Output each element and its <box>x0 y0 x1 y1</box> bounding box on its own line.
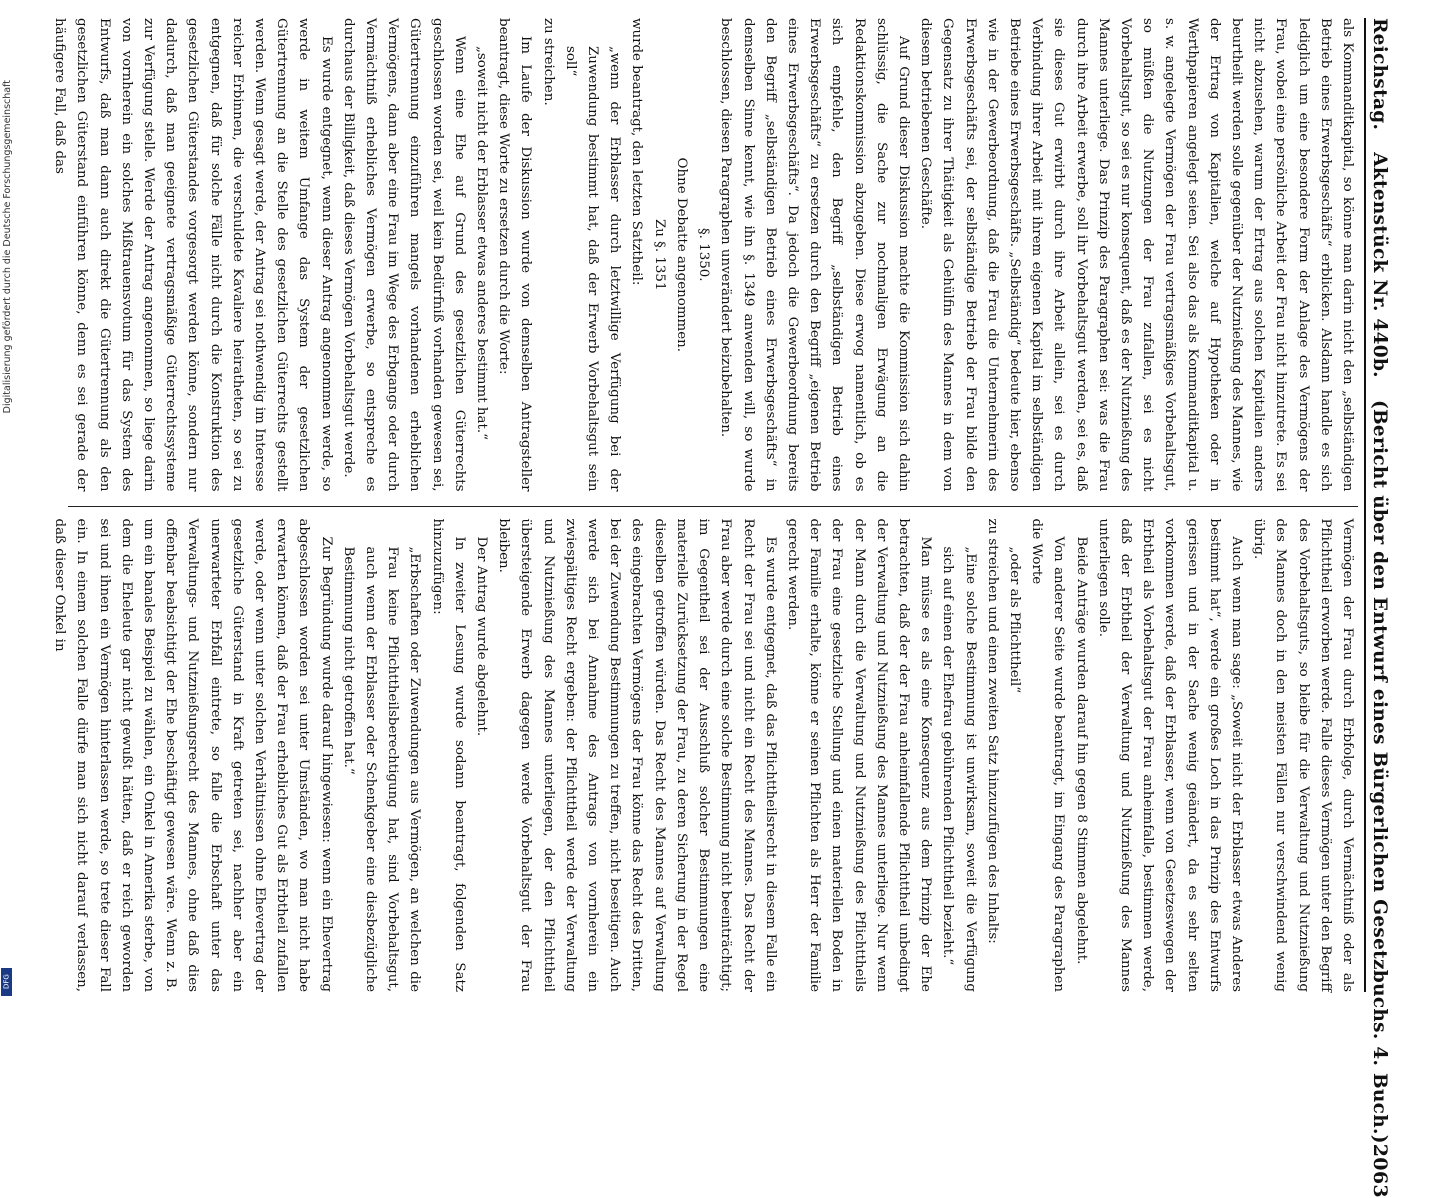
paragraph: Auf Grund dieser Diskussion machte die Kommission sich dahin schlüssig, die Sache zur nochmaligen Erwägung an die Redaktionskommission abzugeben. Diese erwog namentlich, ob es sich empfehle, den Begriff „selbständigen Betrieb eines Erwerbsgeschäfts“ zu ersetzen durch den Begriff „eigenen Betrieb eines Erwerbsgeschäfts“. Da jedoch die Gewerbeordnung bereits den Begriff „selbständigen Betrieb eines Erwerbsgeschäfts“ in demselben Sinne kennt, wie ihn §. 1349 anwenden will, so wurde beschlossen, diesen Paragraphen unverändert beizubehalten. <box>718 18 911 492</box>
quoted-text: „Eine solche Bestimmung ist unwirksam, soweit die Verfügung sich auf einen der Ehefrau gebührenden Pflichttheil bezieht.“ <box>940 546 978 992</box>
text-columns <box>52 18 1358 992</box>
paragraph: Der Antrag wurde abgelehnt. <box>474 536 490 737</box>
header-subtitle: (Bericht über den Entwurf eines Bürgerlichen Gesetzbuchs. 4. Buch.) <box>1369 399 1390 1144</box>
paragraph: Es wurde entgegnet, wenn dieser Antrag angenommen werde, so werde in weitem Umfange das System der gesetzlichen Gütertrennung an die Stelle des gesetzlichen Güterrechts gestellt werden. Wenn gesagt werde, der Antrag sei nothwendig im Interesse reicher Erbinnen, die verschuldete Kavaliere heiratheten, so sei zu entgegnen, daß für solche Fälle nicht durch die Konstruktion des gesetzlichen Güterstandes vorgesorgt werden könne, sondern nur dadurch, daß man geeignete vertragsmäßige Güterrechtssysteme zur Verfügung stelle. Werde der Antrag angenommen, so liege darin von vornherein ein solches Mißtrauensvotum für das System des Entwurfs, daß man dann auch direkt die Gütertrennung als den gesetzlichen Güterstand einführen könne, denn es sei gerade der häufigere Fall, daß das <box>52 18 334 492</box>
digitization-note: Digitalisierung gefördert durch die Deutsche Forschungsgemeinschaft <box>2 80 13 414</box>
quoted-text: „oder als Pflichttheil“ <box>1006 546 1022 694</box>
section-heading: §. 1350. <box>696 227 712 282</box>
paragraph: wurde beantragt, den letzten Satztheil: <box>629 18 645 286</box>
right-column <box>52 506 1358 993</box>
quoted-text: „wenn der Erblasser durch letztwillige Verfügung bei der Zuwendung bestimmt hat, daß der Erwerb Vorbehaltsgut sein soll“ <box>562 46 623 492</box>
paragraph: Zur Begründung wurde darauf hingewiesen: wenn ein Ehevertrag abgeschlossen worden sei unter Umständen, wo man nicht habe erwarten können, daß der Frau erhebliches Gut als Erbtheil zufallen werde, oder wenn unter solchen Verhältnissen ohne Ehevertrag der gesetzliche Güterstand in Kraft getreten sei, nachher aber ein unerwarteter Erbfall eintrete, so falle die Erbschaft unter das Verwaltungs- und Nutznießungsrecht des Mannes, ohne daß dies offenbar beabsichtigt der Ehe beschäftigt gewesen wäre. Wenn z. B. um ein banales Beispiel zu wählen, ein Onkel in Amerika sterbe, von dem die Eheleute gar nicht gewußt hätten, daß er reich geworden sei und ihnen ein Vermögen hinterlassen werde, so trete dieser Fall ein. In einem solchen Falle dürfe man sich nicht darauf verlassen, daß dieser Onkel in <box>52 518 334 992</box>
page-header <box>1364 18 1391 1198</box>
paragraph: Vermögen der Frau durch Erbfolge, durch Vermächtniß oder als Pflichttheil erworben werde. Falle dieses Vermögen unter den Begriff des Vorbehaltsguts, so bleibe für die Verwaltung und Nutznießung des Mannes doch in den meisten Fällen nur verschwindend wenig übrig. <box>1251 518 1355 992</box>
page-number: 2063 <box>1369 1143 1391 1198</box>
paragraph: Man müsse es als eine Konsequenz aus dem Prinzip der Ehe betrachten, daß der der Frau anheimfallende Pflichttheil unbedingt der Verwaltung und Nutznießung des Mannes unterliege. Nur wenn der Mann durch die Verwaltung und Nutznießung des Pflichttheils der Frau eine gesetzliche Stellung und einen materiellen Boden in der Familie erhalte, könne er seinen Pflichten als Herr der Familie gerecht werden. <box>784 518 934 992</box>
paragraph: Im Laufe der Diskussion wurde von demselben Antragsteller beantragt, diese Worte zu ersetzen durch die Worte: <box>496 18 534 492</box>
left-column <box>52 18 1358 492</box>
paragraph: In zweiter Lesung wurde sodann beantragt, folgenden Satz hinzuzufügen: <box>429 518 467 992</box>
quoted-text: „soweit nicht der Erblasser etwas anderes bestimmt hat.“ <box>474 46 490 440</box>
rotated-page <box>35 10 1395 1198</box>
quoted-text: „Erbschaften oder Zuwendungen aus Vermögen, an welchen die Frau keine Pflichttheilsberechtigung hat, sind Vorbehaltsgut, auch wenn der Erblasser oder Schenkgeber eine diesbezügliche Bestimmung nicht getroffen hat.“ <box>340 546 423 992</box>
paragraph: Wenn eine Ehe auf Grund des gesetzlichen Güterrechts geschlossen worden sei, weil kein Bedürfniß vorhanden gewesen sei, Gütertrennung einzuführen mangels vorhandenen erheblichen Vermögens, dann aber eine Frau im Wege des Erbgangs oder durch Vermächtniß erhebliches Vermögen erwerbe, so entspreche es durchaus der Billigkeit, daß dieses Vermögen Vorbehaltsgut werde. <box>340 18 467 492</box>
paragraph: als Kommanditkapital, so könne man darin nicht den „selbständigen Betrieb eines Erwerbsgeschäfts“ erblicken. Alsdann handle es sich lediglich um eine besondere Form der Anlage des Vermögens der Frau, wobei eine persönliche Arbeit der Frau nicht hinzutrete. Es sei nicht abzusehen, warum der Ertrag aus solchen Kapitalien anders beurtheilt werden solle gegenüber der Nutznießung des Mannes, wie der Ertrag von Kapitalien, welche auf Hypotheken oder in Werthpapieren angelegt seien. Sei also das als Kommanditkapital u. s. w. angelegte Vermögen der Frau vertragsmäßiges Vorbehaltsgut, so müßten die Nutzungen der Frau zufallen, sei es nicht Vorbehaltsgut, so sei es nur konsequent, daß es der Nutznießung des Mannes unterliege. Das Prinzip des Paragraphen sei: was die Frau durch ihre Arbeit erwerbe, soll ihr Vorbehaltsgut werden, sei es, daß sie dieses Gut erwirbt durch ihre Arbeit allein, sei es durch Verbindung ihrer Arbeit mit ihrem eigenen Kapital im selbständigen Betriebe eines Erwerbsgeschäfts. „Selbständig“ bedeute hier, ebenso wie in der Gewerbeordnung, daß die Frau die Unternehmerin des Erwerbsgeschäfts sei, der selbständige Betrieb der Frau bilde den Gegensatz zu ihrer Thätigkeit als Gehülfin des Mannes in dem von diesem betriebenen Geschäfte. <box>918 18 1355 492</box>
paragraph: Beide Anträge wurden darauf hin gegen 8 Stimmen abgelehnt. <box>1073 536 1089 965</box>
paragraph: Auch wenn man sage: „Soweit nicht der Erblasser etwas Anderes bestimmt hat“, werde ein großes Loch in das Prinzip des Entwurfs gerissen und in der Sache wenig geändert, da es sehr selten vorkommen werde, daß der Erblasser, wenn von Gesetzeswegen der Erbtheil als Vorbehaltsgut der Frau anheimfalle, bestimmen werde, daß der Erbtheil der Verwaltung und Nutznießung des Mannes unterliegen solle. <box>1095 518 1244 992</box>
header-section: Aktenstück Nr. 440b. <box>1369 152 1390 378</box>
paragraph: Von anderer Seite wurde beantragt, im Eingang des Paragraphen die Worte <box>1029 518 1067 992</box>
header-title: Reichstag. <box>1369 18 1390 131</box>
dfg-logo: DFG <box>1 968 12 996</box>
paragraph: zu streichen und einen zweiten Satz hinzuzufügen des Inhalts: <box>984 518 1000 944</box>
section-heading: Ohne Debatte angenommen. <box>673 157 689 353</box>
section-heading: Zu §. 1351 <box>651 219 667 291</box>
paragraph: zu streichen. <box>540 18 556 106</box>
paragraph: Es wurde entgegnet, daß das Pflichttheilsrecht in diesem Falle ein Recht der Frau sei und nicht ein Recht des Mannes. Das Recht der Frau aber werde durch eine solche Bestimmung nicht beeinträchtigt; im Gegentheil sei der Ausschluß solcher Bestimmungen eine materielle Zurücksetzung der Frau, zu deren Sicherung in der Regel dieselben getroffen würden. Das Recht des Mannes auf Verwaltung des eingebrachten Vermögens der Frau könne das Recht des Dritten, bei der Zuwendung Bestimmungen zu treffen, nicht beseitigen. Auch werde sich bei Annahme des Antrags von vornherein ein zwiespältiges Recht ergeben: der Pflichttheil werde der Verwaltung und Nutznießung des Mannes unterliegen, der den Pflichttheil übersteigende Erwerb dagegen werde Vorbehaltsgut der Frau bleiben. <box>496 518 778 992</box>
